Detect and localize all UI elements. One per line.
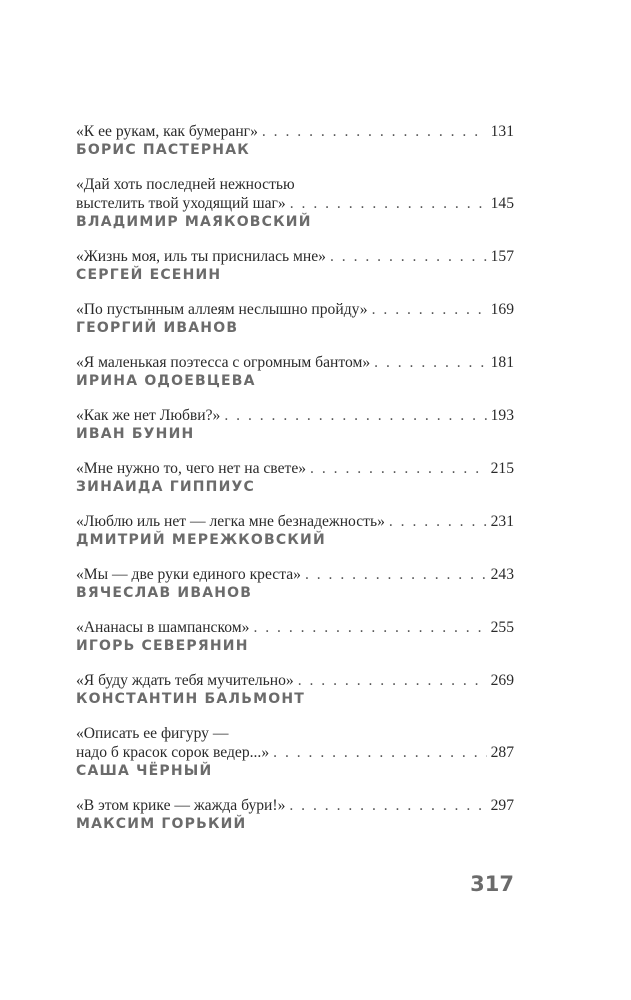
toc-author: ВЯЧЕСЛАВ ИВАНОВ [76, 585, 253, 601]
toc-entry [76, 122, 514, 159]
dot-leader [389, 512, 487, 531]
toc-author: ВЛАДИМИР МАЯКОВСКИЙ [76, 214, 312, 230]
toc-page: 287 [490, 744, 514, 761]
toc-title: «Описать ее фигуру — [76, 725, 229, 742]
toc-entry [76, 406, 514, 443]
toc-page: 231 [490, 513, 514, 530]
dot-leader [305, 565, 487, 584]
toc-title-line [76, 353, 514, 372]
toc-title: «Я маленькая поэтесса с огромным бантом» [76, 354, 371, 371]
toc-title-line [76, 618, 514, 637]
toc-title: «Ананасы в шампанском» [76, 619, 250, 636]
toc-author: МАКСИМ ГОРЬКИЙ [76, 816, 247, 832]
toc-title-line [76, 247, 514, 266]
toc-page: 269 [490, 672, 514, 689]
toc-title-line [76, 565, 514, 584]
toc-entry [76, 247, 514, 284]
toc-title-line [76, 300, 514, 319]
dot-leader [224, 406, 486, 425]
toc-title: «Жизнь моя, иль ты приснилась мне» [76, 248, 326, 265]
toc-entry [76, 300, 514, 337]
toc-entry [76, 724, 514, 780]
toc-title-line [76, 743, 514, 762]
dot-leader [298, 671, 487, 690]
toc-title-cont: надо б красок сорок ведер...» [76, 744, 270, 761]
dot-leader [289, 796, 486, 815]
toc-entry [76, 512, 514, 549]
dot-leader [372, 300, 487, 319]
toc-page: 169 [490, 301, 514, 318]
toc-author: ИРИНА ОДОЕВЦЕВА [76, 373, 256, 389]
toc-title-line [76, 796, 514, 815]
toc-author: САША ЧЁРНЫЙ [76, 763, 213, 779]
dot-leader [374, 353, 486, 372]
toc-title: «Люблю иль нет — легка мне безнадежность» [76, 513, 385, 530]
toc-author: КОНСТАНТИН БАЛЬМОНТ [76, 691, 305, 707]
dot-leader [262, 122, 487, 141]
toc-title-line [76, 671, 514, 690]
toc-author: ИВАН БУНИН [76, 426, 195, 442]
toc-title-line [76, 512, 514, 531]
toc-title: «В этом крике — жажда бури!» [76, 797, 286, 814]
toc-author: ДМИТРИЙ МЕРЕЖКОВСКИЙ [76, 532, 326, 548]
toc-page: 145 [490, 195, 514, 212]
toc-page: 215 [490, 460, 514, 477]
toc-page: 193 [490, 407, 514, 424]
dot-leader [290, 194, 487, 213]
table-of-contents [76, 122, 514, 849]
toc-title: «К ее рукам, как бумеранг» [76, 123, 258, 140]
toc-title: «По пустынным аллеям неслышно пройду» [76, 301, 368, 318]
toc-entry [76, 618, 514, 655]
toc-entry [76, 353, 514, 390]
toc-entry [76, 671, 514, 708]
toc-entry [76, 175, 514, 231]
dot-leader [330, 247, 487, 266]
toc-title: «Мне нужно то, чего нет на свете» [76, 460, 307, 477]
dot-leader [253, 618, 486, 637]
toc-author: ЗИНАИДА ГИППИУС [76, 479, 255, 495]
page-number: 317 [470, 872, 514, 896]
toc-page: 255 [490, 619, 514, 636]
toc-author: ИГОРЬ СЕВЕРЯНИН [76, 638, 249, 654]
toc-title: «Я буду ждать тебя мучительно» [76, 672, 294, 689]
toc-title-line [76, 406, 514, 425]
toc-page: 181 [490, 354, 514, 371]
toc-title: «Дай хоть последней нежностью [76, 176, 295, 193]
toc-author: БОРИС ПАСТЕРНАК [76, 142, 250, 158]
toc-title-cont: выстелить твой уходящий шаг» [76, 195, 286, 212]
toc-page: 157 [490, 248, 514, 265]
toc-page: 297 [490, 797, 514, 814]
toc-page: 243 [490, 566, 514, 583]
toc-title-line [76, 122, 514, 141]
toc-title: «Мы — две руки единого креста» [76, 566, 301, 583]
toc-page: 131 [490, 123, 514, 140]
dot-leader [273, 743, 486, 762]
toc-entry [76, 565, 514, 602]
toc-entry [76, 459, 514, 496]
toc-entry [76, 796, 514, 833]
toc-title-line [76, 459, 514, 478]
toc-title: «Как же нет Любви?» [76, 407, 221, 424]
dot-leader [310, 459, 487, 478]
toc-author: ГЕОРГИЙ ИВАНОВ [76, 320, 239, 336]
toc-title-line [76, 194, 514, 213]
toc-author: СЕРГЕЙ ЕСЕНИН [76, 267, 222, 283]
